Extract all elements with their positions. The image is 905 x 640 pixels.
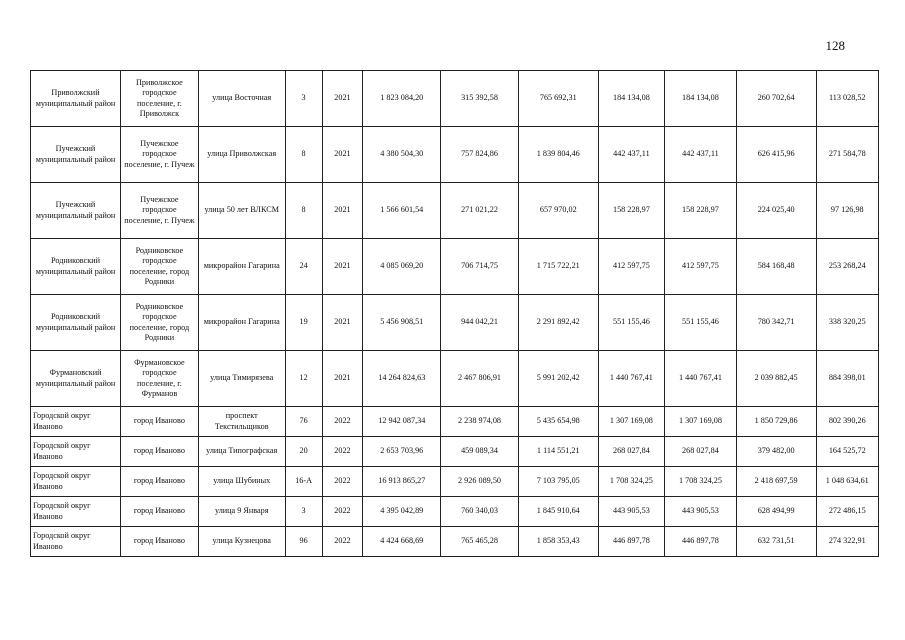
value-cell-2: 765 465,28 xyxy=(441,527,519,557)
municipality-cell: Родниковский муниципальный район xyxy=(31,239,121,295)
street-cell: улица Приволжская xyxy=(198,127,285,183)
table-row xyxy=(31,183,879,239)
value-cell-2: 271 021,22 xyxy=(441,183,519,239)
settlement-cell: город Иваново xyxy=(121,467,199,497)
value-cell-7: 253 268,24 xyxy=(816,239,878,295)
value-cell-2: 2 467 806,91 xyxy=(441,351,519,407)
value-cell-4: 1 708 324,25 xyxy=(598,467,664,497)
house-number-cell: 19 xyxy=(285,295,322,351)
table-body xyxy=(31,71,879,557)
house-number-cell: 8 xyxy=(285,183,322,239)
table-row xyxy=(31,497,879,527)
year-cell: 2022 xyxy=(322,527,363,557)
house-number-cell: 8 xyxy=(285,127,322,183)
value-cell-1: 2 653 703,96 xyxy=(363,437,441,467)
value-cell-5: 158 228,97 xyxy=(665,183,737,239)
value-cell-2: 760 340,03 xyxy=(441,497,519,527)
settlement-cell: Фурмановское городское поселение, г. Фурманов xyxy=(121,351,199,407)
value-cell-1: 5 456 908,51 xyxy=(363,295,441,351)
house-number-cell: 3 xyxy=(285,497,322,527)
value-cell-7: 113 028,52 xyxy=(816,71,878,127)
value-cell-6: 2 039 882,45 xyxy=(736,351,816,407)
value-cell-1: 4 380 504,30 xyxy=(363,127,441,183)
value-cell-5: 1 708 324,25 xyxy=(665,467,737,497)
value-cell-5: 551 155,46 xyxy=(665,295,737,351)
value-cell-4: 442 437,11 xyxy=(598,127,664,183)
year-cell: 2021 xyxy=(322,351,363,407)
value-cell-3: 7 103 795,05 xyxy=(518,467,598,497)
value-cell-7: 1 048 634,61 xyxy=(816,467,878,497)
data-table xyxy=(30,70,879,557)
table-row xyxy=(31,437,879,467)
municipality-cell: Городской округ Иваново xyxy=(31,497,121,527)
value-cell-4: 1 307 169,08 xyxy=(598,407,664,437)
table-row xyxy=(31,527,879,557)
value-cell-7: 884 398,01 xyxy=(816,351,878,407)
street-cell: микрорайон Гагарина xyxy=(198,295,285,351)
value-cell-7: 272 486,15 xyxy=(816,497,878,527)
value-cell-6: 780 342,71 xyxy=(736,295,816,351)
value-cell-3: 1 715 722,21 xyxy=(518,239,598,295)
settlement-cell: Приволжское городское поселение, г. Приволжск xyxy=(121,71,199,127)
page-number: 128 xyxy=(825,38,845,53)
value-cell-3: 1 858 353,43 xyxy=(518,527,598,557)
value-cell-6: 224 025,40 xyxy=(736,183,816,239)
value-cell-7: 164 525,72 xyxy=(816,437,878,467)
value-cell-4: 443 905,53 xyxy=(598,497,664,527)
year-cell: 2021 xyxy=(322,183,363,239)
street-cell: проспект Текстильщиков xyxy=(198,407,285,437)
value-cell-3: 657 970,02 xyxy=(518,183,598,239)
value-cell-4: 412 597,75 xyxy=(598,239,664,295)
street-cell: улица 9 Января xyxy=(198,497,285,527)
value-cell-4: 446 897,78 xyxy=(598,527,664,557)
value-cell-7: 97 126,98 xyxy=(816,183,878,239)
settlement-cell: Родниковское городское поселение, город Родники xyxy=(121,239,199,295)
house-number-cell: 96 xyxy=(285,527,322,557)
value-cell-2: 315 392,58 xyxy=(441,71,519,127)
table-row xyxy=(31,127,879,183)
value-cell-7: 802 390,26 xyxy=(816,407,878,437)
year-cell: 2021 xyxy=(322,239,363,295)
house-number-cell: 24 xyxy=(285,239,322,295)
street-cell: улица 50 лет ВЛКСМ xyxy=(198,183,285,239)
street-cell: улица Кузнецова xyxy=(198,527,285,557)
value-cell-1: 1 823 084,20 xyxy=(363,71,441,127)
value-cell-6: 632 731,51 xyxy=(736,527,816,557)
value-cell-3: 1 845 910,64 xyxy=(518,497,598,527)
value-cell-5: 443 905,53 xyxy=(665,497,737,527)
street-cell: микрорайон Гагарина xyxy=(198,239,285,295)
value-cell-2: 2 926 089,50 xyxy=(441,467,519,497)
value-cell-1: 4 424 668,69 xyxy=(363,527,441,557)
value-cell-3: 2 291 892,42 xyxy=(518,295,598,351)
value-cell-6: 379 482,00 xyxy=(736,437,816,467)
value-cell-4: 184 134,08 xyxy=(598,71,664,127)
value-cell-2: 459 089,34 xyxy=(441,437,519,467)
settlement-cell: город Иваново xyxy=(121,527,199,557)
value-cell-5: 442 437,11 xyxy=(665,127,737,183)
value-cell-6: 584 168,48 xyxy=(736,239,816,295)
value-cell-6: 1 850 729,86 xyxy=(736,407,816,437)
table-row xyxy=(31,239,879,295)
municipality-cell: Городской округ Иваново xyxy=(31,467,121,497)
table-row xyxy=(31,351,879,407)
value-cell-1: 14 264 824,63 xyxy=(363,351,441,407)
value-cell-7: 274 322,91 xyxy=(816,527,878,557)
value-cell-3: 5 991 202,42 xyxy=(518,351,598,407)
municipality-cell: Городской округ Иваново xyxy=(31,407,121,437)
street-cell: улица Восточная xyxy=(198,71,285,127)
year-cell: 2021 xyxy=(322,127,363,183)
value-cell-6: 260 702,64 xyxy=(736,71,816,127)
settlement-cell: Пучежское городское поселение, г. Пучеж xyxy=(121,127,199,183)
settlement-cell: Пучежское городское поселение, г. Пучеж xyxy=(121,183,199,239)
year-cell: 2021 xyxy=(322,295,363,351)
table-row xyxy=(31,467,879,497)
value-cell-1: 4 395 042,89 xyxy=(363,497,441,527)
settlement-cell: Родниковское городское поселение, город Родники xyxy=(121,295,199,351)
municipality-cell: Пучежский муниципальный район xyxy=(31,127,121,183)
settlement-cell: город Иваново xyxy=(121,497,199,527)
year-cell: 2022 xyxy=(322,497,363,527)
house-number-cell: 76 xyxy=(285,407,322,437)
house-number-cell: 16-А xyxy=(285,467,322,497)
municipality-cell: Фурмановский муниципальный район xyxy=(31,351,121,407)
street-cell: улица Шубиных xyxy=(198,467,285,497)
year-cell: 2022 xyxy=(322,467,363,497)
municipality-cell: Городской округ Иваново xyxy=(31,527,121,557)
value-cell-6: 626 415,96 xyxy=(736,127,816,183)
value-cell-7: 271 584,78 xyxy=(816,127,878,183)
value-cell-5: 412 597,75 xyxy=(665,239,737,295)
street-cell: улица Типографская xyxy=(198,437,285,467)
value-cell-1: 16 913 865,27 xyxy=(363,467,441,497)
value-cell-6: 2 418 697,59 xyxy=(736,467,816,497)
house-number-cell: 3 xyxy=(285,71,322,127)
municipality-cell: Пучежский муниципальный район xyxy=(31,183,121,239)
table-row xyxy=(31,295,879,351)
value-cell-5: 1 440 767,41 xyxy=(665,351,737,407)
table-row xyxy=(31,71,879,127)
settlement-cell: город Иваново xyxy=(121,437,199,467)
value-cell-4: 158 228,97 xyxy=(598,183,664,239)
value-cell-3: 5 435 654,98 xyxy=(518,407,598,437)
value-cell-2: 2 238 974,08 xyxy=(441,407,519,437)
value-cell-5: 184 134,08 xyxy=(665,71,737,127)
house-number-cell: 20 xyxy=(285,437,322,467)
value-cell-3: 1 839 804,46 xyxy=(518,127,598,183)
value-cell-1: 4 085 069,20 xyxy=(363,239,441,295)
year-cell: 2022 xyxy=(322,407,363,437)
table-row xyxy=(31,407,879,437)
value-cell-5: 446 897,78 xyxy=(665,527,737,557)
value-cell-1: 1 566 601,54 xyxy=(363,183,441,239)
municipality-cell: Приволжский муниципальный район xyxy=(31,71,121,127)
year-cell: 2022 xyxy=(322,437,363,467)
value-cell-2: 757 824,86 xyxy=(441,127,519,183)
value-cell-4: 1 440 767,41 xyxy=(598,351,664,407)
value-cell-7: 338 320,25 xyxy=(816,295,878,351)
value-cell-2: 706 714,75 xyxy=(441,239,519,295)
value-cell-1: 12 942 087,34 xyxy=(363,407,441,437)
street-cell: улица Тимирязева xyxy=(198,351,285,407)
value-cell-2: 944 042,21 xyxy=(441,295,519,351)
value-cell-5: 1 307 169,08 xyxy=(665,407,737,437)
municipality-cell: Городской округ Иваново xyxy=(31,437,121,467)
value-cell-6: 628 494,99 xyxy=(736,497,816,527)
settlement-cell: город Иваново xyxy=(121,407,199,437)
value-cell-4: 268 027,84 xyxy=(598,437,664,467)
value-cell-3: 1 114 551,21 xyxy=(518,437,598,467)
house-number-cell: 12 xyxy=(285,351,322,407)
municipality-cell: Родниковский муниципальный район xyxy=(31,295,121,351)
value-cell-4: 551 155,46 xyxy=(598,295,664,351)
value-cell-5: 268 027,84 xyxy=(665,437,737,467)
year-cell: 2021 xyxy=(322,71,363,127)
value-cell-3: 765 692,31 xyxy=(518,71,598,127)
